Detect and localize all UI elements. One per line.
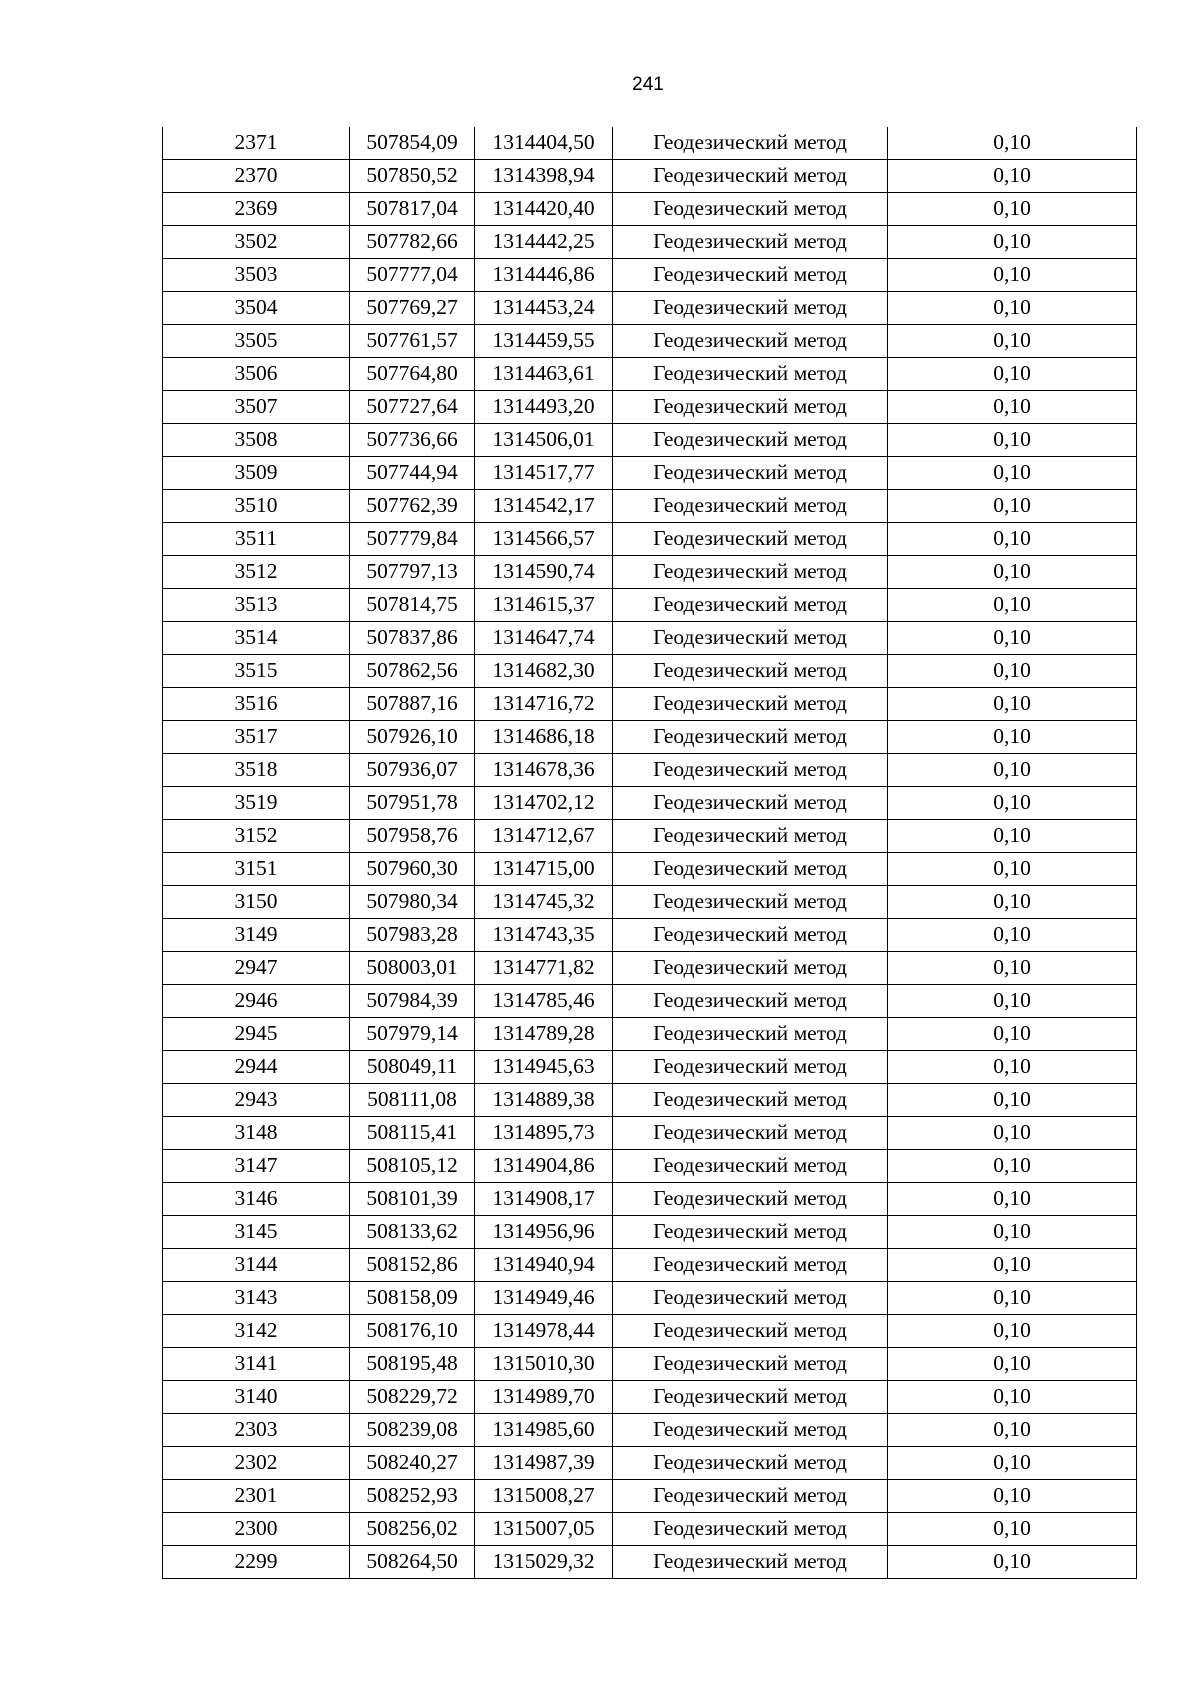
point-number-cell: 2299 — [163, 1546, 350, 1579]
table-row — [163, 490, 1137, 523]
x-coordinate-cell: 508111,08 — [350, 1084, 475, 1117]
y-coordinate-cell: 1314771,82 — [475, 952, 613, 985]
point-number-cell: 2371 — [163, 127, 350, 160]
accuracy-cell: 0,10 — [888, 259, 1137, 292]
accuracy-cell: 0,10 — [888, 490, 1137, 523]
table-row — [163, 457, 1137, 490]
x-coordinate-cell: 507744,94 — [350, 457, 475, 490]
point-number-cell: 3508 — [163, 424, 350, 457]
accuracy-cell: 0,10 — [888, 1414, 1137, 1447]
table-row — [163, 1084, 1137, 1117]
accuracy-cell: 0,10 — [888, 787, 1137, 820]
point-number-cell: 2944 — [163, 1051, 350, 1084]
y-coordinate-cell: 1314404,50 — [475, 127, 613, 160]
y-coordinate-cell: 1314453,24 — [475, 292, 613, 325]
x-coordinate-cell: 507958,76 — [350, 820, 475, 853]
point-number-cell: 3509 — [163, 457, 350, 490]
x-coordinate-cell: 508105,12 — [350, 1150, 475, 1183]
method-cell: Геодезический метод — [613, 457, 888, 490]
method-cell: Геодезический метод — [613, 1381, 888, 1414]
accuracy-cell: 0,10 — [888, 721, 1137, 754]
point-number-cell: 3512 — [163, 556, 350, 589]
y-coordinate-cell: 1314745,32 — [475, 886, 613, 919]
point-number-cell: 2300 — [163, 1513, 350, 1546]
accuracy-cell: 0,10 — [888, 886, 1137, 919]
point-number-cell: 3518 — [163, 754, 350, 787]
x-coordinate-cell: 507761,57 — [350, 325, 475, 358]
y-coordinate-cell: 1315010,30 — [475, 1348, 613, 1381]
x-coordinate-cell: 508240,27 — [350, 1447, 475, 1480]
point-number-cell: 2302 — [163, 1447, 350, 1480]
accuracy-cell: 0,10 — [888, 655, 1137, 688]
accuracy-cell: 0,10 — [888, 919, 1137, 952]
method-cell: Геодезический метод — [613, 985, 888, 1018]
y-coordinate-cell: 1314743,35 — [475, 919, 613, 952]
method-cell: Геодезический метод — [613, 127, 888, 160]
point-number-cell: 3149 — [163, 919, 350, 952]
y-coordinate-cell: 1314493,20 — [475, 391, 613, 424]
y-coordinate-cell: 1314785,46 — [475, 985, 613, 1018]
method-cell: Геодезический метод — [613, 688, 888, 721]
table-row — [163, 721, 1137, 754]
point-number-cell: 3514 — [163, 622, 350, 655]
y-coordinate-cell: 1315007,05 — [475, 1513, 613, 1546]
x-coordinate-cell: 507797,13 — [350, 556, 475, 589]
point-number-cell: 3511 — [163, 523, 350, 556]
method-cell: Геодезический метод — [613, 721, 888, 754]
table-row — [163, 886, 1137, 919]
table-row — [163, 259, 1137, 292]
x-coordinate-cell: 507983,28 — [350, 919, 475, 952]
table-row — [163, 1216, 1137, 1249]
method-cell: Геодезический метод — [613, 160, 888, 193]
point-number-cell: 2946 — [163, 985, 350, 1018]
method-cell: Геодезический метод — [613, 1513, 888, 1546]
point-number-cell: 3507 — [163, 391, 350, 424]
y-coordinate-cell: 1314542,17 — [475, 490, 613, 523]
table-row — [163, 1381, 1137, 1414]
table-row — [163, 1282, 1137, 1315]
table-row — [163, 1018, 1137, 1051]
table-row — [163, 589, 1137, 622]
point-number-cell: 3140 — [163, 1381, 350, 1414]
point-number-cell: 3143 — [163, 1282, 350, 1315]
table-row — [163, 1051, 1137, 1084]
point-number-cell: 3513 — [163, 589, 350, 622]
accuracy-cell: 0,10 — [888, 1447, 1137, 1480]
page-number: 241 — [632, 74, 664, 95]
y-coordinate-cell: 1314712,67 — [475, 820, 613, 853]
x-coordinate-cell: 508158,09 — [350, 1282, 475, 1315]
accuracy-cell: 0,10 — [888, 292, 1137, 325]
y-coordinate-cell: 1314702,12 — [475, 787, 613, 820]
method-cell: Геодезический метод — [613, 259, 888, 292]
point-number-cell: 3504 — [163, 292, 350, 325]
x-coordinate-cell: 507764,80 — [350, 358, 475, 391]
accuracy-cell: 0,10 — [888, 688, 1137, 721]
y-coordinate-cell: 1314956,96 — [475, 1216, 613, 1249]
x-coordinate-cell: 507960,30 — [350, 853, 475, 886]
method-cell: Геодезический метод — [613, 1414, 888, 1447]
table-row — [163, 787, 1137, 820]
y-coordinate-cell: 1314463,61 — [475, 358, 613, 391]
accuracy-cell: 0,10 — [888, 1018, 1137, 1051]
accuracy-cell: 0,10 — [888, 1249, 1137, 1282]
point-number-cell: 3141 — [163, 1348, 350, 1381]
accuracy-cell: 0,10 — [888, 1315, 1137, 1348]
method-cell: Геодезический метод — [613, 1018, 888, 1051]
table-row — [163, 1249, 1137, 1282]
x-coordinate-cell: 507862,56 — [350, 655, 475, 688]
point-number-cell: 3515 — [163, 655, 350, 688]
y-coordinate-cell: 1314978,44 — [475, 1315, 613, 1348]
method-cell: Геодезический метод — [613, 1282, 888, 1315]
point-number-cell: 2369 — [163, 193, 350, 226]
method-cell: Геодезический метод — [613, 622, 888, 655]
y-coordinate-cell: 1314615,37 — [475, 589, 613, 622]
y-coordinate-cell: 1314715,00 — [475, 853, 613, 886]
accuracy-cell: 0,10 — [888, 1381, 1137, 1414]
method-cell: Геодезический метод — [613, 358, 888, 391]
method-cell: Геодезический метод — [613, 325, 888, 358]
y-coordinate-cell: 1314566,57 — [475, 523, 613, 556]
accuracy-cell: 0,10 — [888, 424, 1137, 457]
point-number-cell: 3151 — [163, 853, 350, 886]
x-coordinate-cell: 507777,04 — [350, 259, 475, 292]
table-row — [163, 127, 1137, 160]
table-row — [163, 1480, 1137, 1513]
x-coordinate-cell: 507951,78 — [350, 787, 475, 820]
x-coordinate-cell: 508049,11 — [350, 1051, 475, 1084]
point-number-cell: 2370 — [163, 160, 350, 193]
x-coordinate-cell: 507887,16 — [350, 688, 475, 721]
y-coordinate-cell: 1314904,86 — [475, 1150, 613, 1183]
accuracy-cell: 0,10 — [888, 1513, 1137, 1546]
point-number-cell: 2947 — [163, 952, 350, 985]
x-coordinate-cell: 507837,86 — [350, 622, 475, 655]
y-coordinate-cell: 1314716,72 — [475, 688, 613, 721]
x-coordinate-cell: 507736,66 — [350, 424, 475, 457]
point-number-cell: 3150 — [163, 886, 350, 919]
y-coordinate-cell: 1314889,38 — [475, 1084, 613, 1117]
table-row — [163, 919, 1137, 952]
accuracy-cell: 0,10 — [888, 754, 1137, 787]
table-row — [163, 688, 1137, 721]
y-coordinate-cell: 1314442,25 — [475, 226, 613, 259]
table-row — [163, 1150, 1137, 1183]
y-coordinate-cell: 1314647,74 — [475, 622, 613, 655]
table-row — [163, 160, 1137, 193]
method-cell: Геодезический метод — [613, 1183, 888, 1216]
x-coordinate-cell: 508195,48 — [350, 1348, 475, 1381]
method-cell: Геодезический метод — [613, 1249, 888, 1282]
point-number-cell: 3503 — [163, 259, 350, 292]
point-number-cell: 3516 — [163, 688, 350, 721]
accuracy-cell: 0,10 — [888, 1216, 1137, 1249]
accuracy-cell: 0,10 — [888, 1150, 1137, 1183]
coordinates-table-body — [163, 127, 1137, 1579]
method-cell: Геодезический метод — [613, 1150, 888, 1183]
table-row — [163, 1348, 1137, 1381]
method-cell: Геодезический метод — [613, 919, 888, 952]
accuracy-cell: 0,10 — [888, 985, 1137, 1018]
accuracy-cell: 0,10 — [888, 391, 1137, 424]
table-row — [163, 655, 1137, 688]
table-row — [163, 1315, 1137, 1348]
x-coordinate-cell: 507727,64 — [350, 391, 475, 424]
accuracy-cell: 0,10 — [888, 127, 1137, 160]
accuracy-cell: 0,10 — [888, 193, 1137, 226]
y-coordinate-cell: 1314506,01 — [475, 424, 613, 457]
accuracy-cell: 0,10 — [888, 1084, 1137, 1117]
table-row — [163, 292, 1137, 325]
x-coordinate-cell: 507817,04 — [350, 193, 475, 226]
y-coordinate-cell: 1314678,36 — [475, 754, 613, 787]
accuracy-cell: 0,10 — [888, 160, 1137, 193]
method-cell: Геодезический метод — [613, 424, 888, 457]
x-coordinate-cell: 508252,93 — [350, 1480, 475, 1513]
accuracy-cell: 0,10 — [888, 589, 1137, 622]
method-cell: Геодезический метод — [613, 556, 888, 589]
y-coordinate-cell: 1314895,73 — [475, 1117, 613, 1150]
method-cell: Геодезический метод — [613, 1480, 888, 1513]
point-number-cell: 3506 — [163, 358, 350, 391]
method-cell: Геодезический метод — [613, 292, 888, 325]
method-cell: Геодезический метод — [613, 655, 888, 688]
accuracy-cell: 0,10 — [888, 853, 1137, 886]
y-coordinate-cell: 1314517,77 — [475, 457, 613, 490]
y-coordinate-cell: 1315029,32 — [475, 1546, 613, 1579]
point-number-cell: 3146 — [163, 1183, 350, 1216]
accuracy-cell: 0,10 — [888, 1480, 1137, 1513]
x-coordinate-cell: 508229,72 — [350, 1381, 475, 1414]
point-number-cell: 3510 — [163, 490, 350, 523]
y-coordinate-cell: 1314459,55 — [475, 325, 613, 358]
table-row — [163, 1447, 1137, 1480]
y-coordinate-cell: 1314985,60 — [475, 1414, 613, 1447]
x-coordinate-cell: 507980,34 — [350, 886, 475, 919]
method-cell: Геодезический метод — [613, 193, 888, 226]
x-coordinate-cell: 507762,39 — [350, 490, 475, 523]
table-row — [163, 1414, 1137, 1447]
y-coordinate-cell: 1314420,40 — [475, 193, 613, 226]
table-row — [163, 226, 1137, 259]
x-coordinate-cell: 508003,01 — [350, 952, 475, 985]
table-row — [163, 622, 1137, 655]
method-cell: Геодезический метод — [613, 1447, 888, 1480]
x-coordinate-cell: 507979,14 — [350, 1018, 475, 1051]
method-cell: Геодезический метод — [613, 1546, 888, 1579]
accuracy-cell: 0,10 — [888, 556, 1137, 589]
point-number-cell: 3148 — [163, 1117, 350, 1150]
y-coordinate-cell: 1314686,18 — [475, 721, 613, 754]
table-row — [163, 523, 1137, 556]
y-coordinate-cell: 1314940,94 — [475, 1249, 613, 1282]
point-number-cell: 3502 — [163, 226, 350, 259]
table-row — [163, 358, 1137, 391]
x-coordinate-cell: 507850,52 — [350, 160, 475, 193]
x-coordinate-cell: 507936,07 — [350, 754, 475, 787]
table-row — [163, 424, 1137, 457]
method-cell: Геодезический метод — [613, 1051, 888, 1084]
x-coordinate-cell: 508256,02 — [350, 1513, 475, 1546]
y-coordinate-cell: 1314945,63 — [475, 1051, 613, 1084]
method-cell: Геодезический метод — [613, 1348, 888, 1381]
x-coordinate-cell: 507984,39 — [350, 985, 475, 1018]
x-coordinate-cell: 508133,62 — [350, 1216, 475, 1249]
point-number-cell: 2945 — [163, 1018, 350, 1051]
point-number-cell: 3142 — [163, 1315, 350, 1348]
accuracy-cell: 0,10 — [888, 1051, 1137, 1084]
method-cell: Геодезический метод — [613, 754, 888, 787]
y-coordinate-cell: 1314682,30 — [475, 655, 613, 688]
accuracy-cell: 0,10 — [888, 226, 1137, 259]
table-row — [163, 193, 1137, 226]
point-number-cell: 3517 — [163, 721, 350, 754]
point-number-cell: 3145 — [163, 1216, 350, 1249]
point-number-cell: 3144 — [163, 1249, 350, 1282]
x-coordinate-cell: 507854,09 — [350, 127, 475, 160]
y-coordinate-cell: 1314949,46 — [475, 1282, 613, 1315]
accuracy-cell: 0,10 — [888, 1546, 1137, 1579]
accuracy-cell: 0,10 — [888, 1348, 1137, 1381]
table-row — [163, 1117, 1137, 1150]
accuracy-cell: 0,10 — [888, 457, 1137, 490]
y-coordinate-cell: 1314908,17 — [475, 1183, 613, 1216]
x-coordinate-cell: 508176,10 — [350, 1315, 475, 1348]
table-row — [163, 952, 1137, 985]
y-coordinate-cell: 1314987,39 — [475, 1447, 613, 1480]
method-cell: Геодезический метод — [613, 490, 888, 523]
y-coordinate-cell: 1314398,94 — [475, 160, 613, 193]
accuracy-cell: 0,10 — [888, 622, 1137, 655]
point-number-cell: 3152 — [163, 820, 350, 853]
y-coordinate-cell: 1314446,86 — [475, 259, 613, 292]
x-coordinate-cell: 508152,86 — [350, 1249, 475, 1282]
x-coordinate-cell: 508101,39 — [350, 1183, 475, 1216]
accuracy-cell: 0,10 — [888, 358, 1137, 391]
table-row — [163, 556, 1137, 589]
point-number-cell: 3505 — [163, 325, 350, 358]
table-row — [163, 1513, 1137, 1546]
method-cell: Геодезический метод — [613, 1315, 888, 1348]
method-cell: Геодезический метод — [613, 391, 888, 424]
x-coordinate-cell: 507814,75 — [350, 589, 475, 622]
method-cell: Геодезический метод — [613, 853, 888, 886]
method-cell: Геодезический метод — [613, 1216, 888, 1249]
x-coordinate-cell: 507769,27 — [350, 292, 475, 325]
x-coordinate-cell: 508115,41 — [350, 1117, 475, 1150]
point-number-cell: 2301 — [163, 1480, 350, 1513]
table-row — [163, 754, 1137, 787]
accuracy-cell: 0,10 — [888, 952, 1137, 985]
accuracy-cell: 0,10 — [888, 1117, 1137, 1150]
method-cell: Геодезический метод — [613, 226, 888, 259]
method-cell: Геодезический метод — [613, 787, 888, 820]
point-number-cell: 3147 — [163, 1150, 350, 1183]
table-row — [163, 391, 1137, 424]
method-cell: Геодезический метод — [613, 886, 888, 919]
accuracy-cell: 0,10 — [888, 523, 1137, 556]
table-row — [163, 1183, 1137, 1216]
table-row — [163, 820, 1137, 853]
method-cell: Геодезический метод — [613, 952, 888, 985]
x-coordinate-cell: 507779,84 — [350, 523, 475, 556]
method-cell: Геодезический метод — [613, 820, 888, 853]
method-cell: Геодезический метод — [613, 523, 888, 556]
x-coordinate-cell: 508264,50 — [350, 1546, 475, 1579]
method-cell: Геодезический метод — [613, 589, 888, 622]
point-number-cell: 3519 — [163, 787, 350, 820]
accuracy-cell: 0,10 — [888, 325, 1137, 358]
y-coordinate-cell: 1314989,70 — [475, 1381, 613, 1414]
x-coordinate-cell: 507782,66 — [350, 226, 475, 259]
y-coordinate-cell: 1314789,28 — [475, 1018, 613, 1051]
y-coordinate-cell: 1314590,74 — [475, 556, 613, 589]
x-coordinate-cell: 508239,08 — [350, 1414, 475, 1447]
accuracy-cell: 0,10 — [888, 1282, 1137, 1315]
table-row — [163, 985, 1137, 1018]
table-row — [163, 325, 1137, 358]
method-cell: Геодезический метод — [613, 1117, 888, 1150]
accuracy-cell: 0,10 — [888, 820, 1137, 853]
point-number-cell: 2303 — [163, 1414, 350, 1447]
table-row — [163, 853, 1137, 886]
table-row — [163, 1546, 1137, 1579]
y-coordinate-cell: 1315008,27 — [475, 1480, 613, 1513]
method-cell: Геодезический метод — [613, 1084, 888, 1117]
x-coordinate-cell: 507926,10 — [350, 721, 475, 754]
point-number-cell: 2943 — [163, 1084, 350, 1117]
accuracy-cell: 0,10 — [888, 1183, 1137, 1216]
coordinates-table — [162, 127, 1137, 1579]
